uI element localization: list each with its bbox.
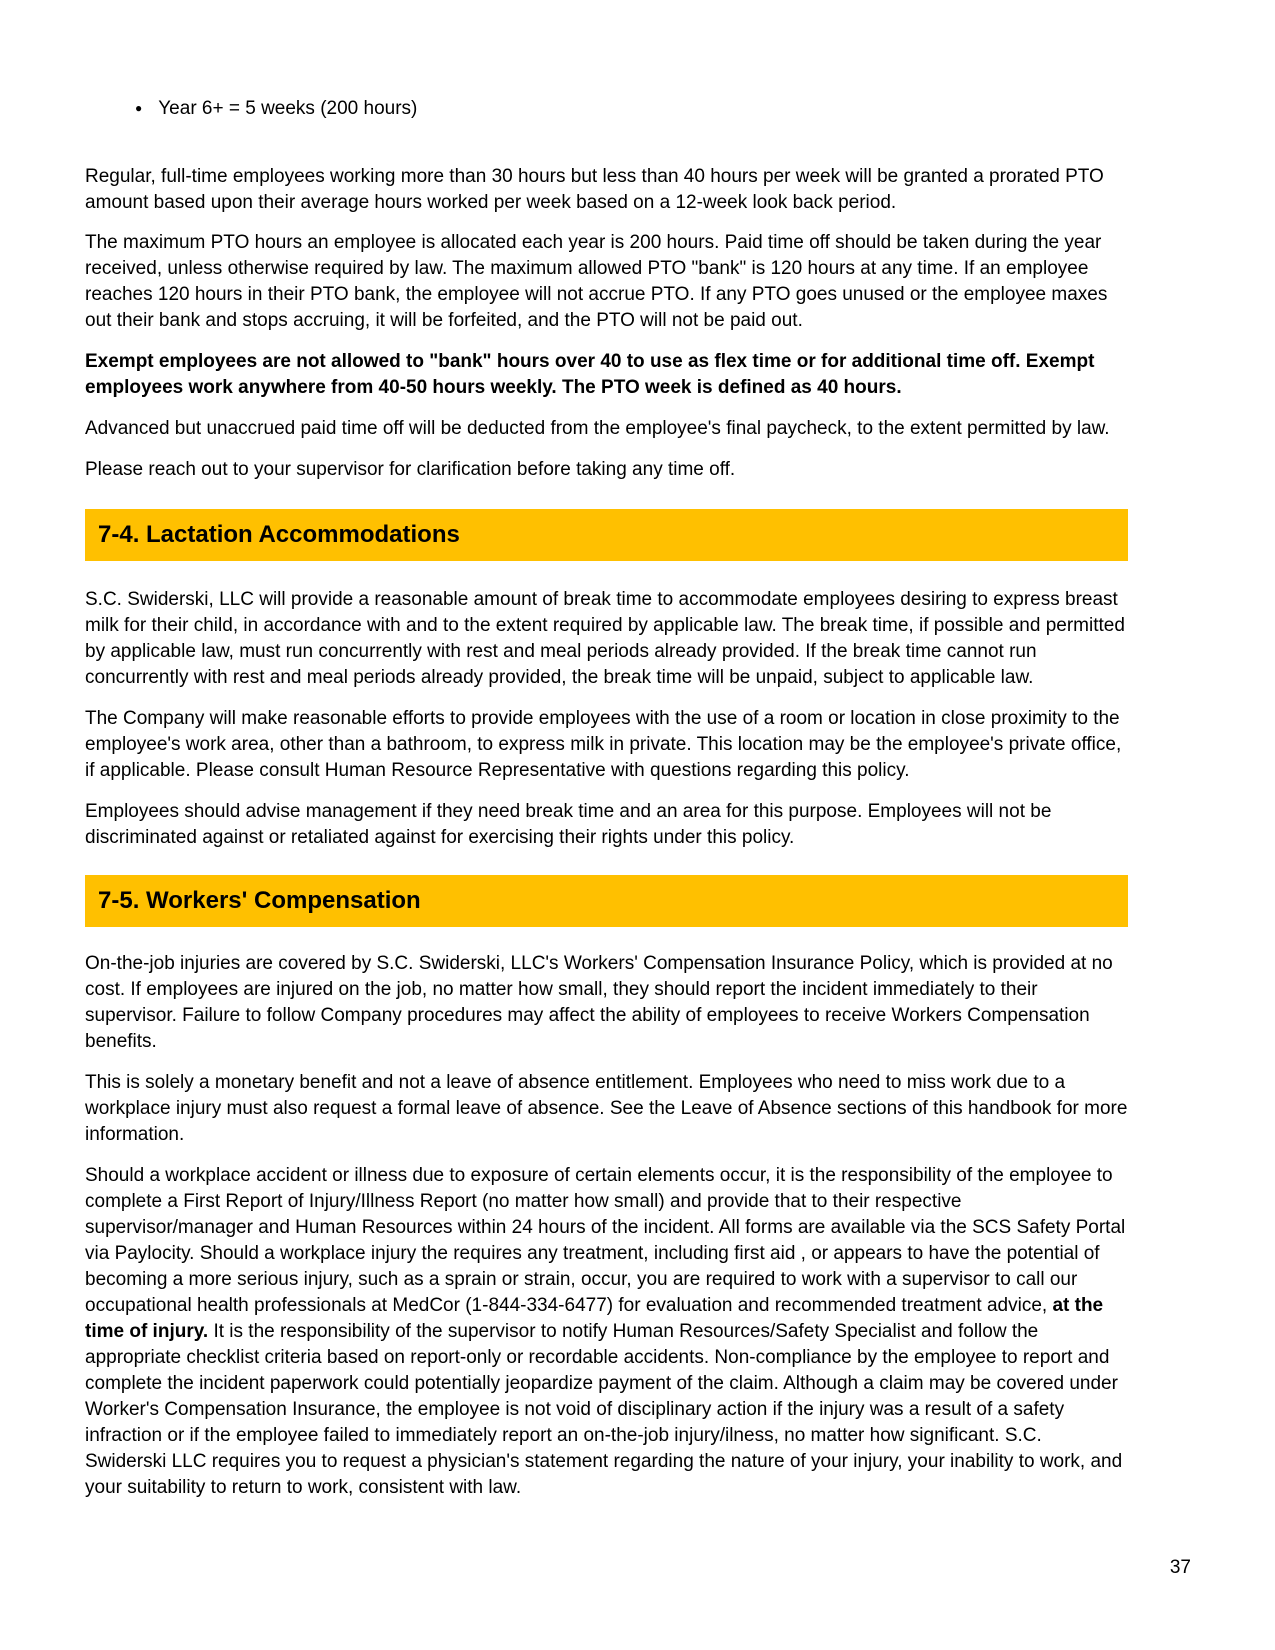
paragraph-max-pto-hours: The maximum PTO hours an employee is allocated each year is 200 hours. Paid time off should be taken during the year received, unless otherwise required by law. The maximum allowed PTO "bank" is 120 hours at any time. If an employee reaches 120 hours in their PTO bank, the employee will not accrue PTO. If any PTO goes unused or the employee maxes out their bank and stops accruing, it will be forfeited, and the PTO will not be paid out. xyxy=(85,232,1108,331)
accident-reporting-text-post: It is the responsibility of the supervisor to notify Human Resources/Safety Specialist and follow the appropriate checklist criteria based on report-only or recordable accidents. Non-compliance by the employee to report and complete the incident paperwork could potentially jeopardize payment of the claim. Although a claim may be covered under Worker's Compensation Insurance, the employee is not void of disciplinary action if the injury was a result of a safety infraction or if the employee failed to immediately report an on-the-job injury/ilness, no matter how significant. S.C. Swiderski LLC requires you to request a physician's statement regarding the nature of your injury, your inability to work, and your suitability to return to work, consistent with law. xyxy=(85,1321,1123,1498)
paragraph-workers-comp-coverage: On-the-job injuries are covered by S.C. Swiderski, LLC's Workers' Compensation Insurance Policy, which is provided at no cost. If employees are injured on the job, no matter how small, they should report the incident immediately to their supervisor. Failure to follow Company procedures may affect the ability of employees to receive Workers Compensation benefits. xyxy=(85,953,1113,1052)
paragraph-lactation-break-time: S.C. Swiderski, LLC will provide a reasonable amount of break time to accommodate employees desiring to express breast milk for their child, in accordance with and to the extent required by applicable law. The break time, if possible and permitted by applicable law, must run concurrently with rest and meal periods already provided. If the break time cannot run concurrently with rest and meal periods already provided, the break time will be unpaid, subject to applicable law. xyxy=(85,589,1125,688)
paragraph-accident-reporting xyxy=(85,1163,1128,1501)
section-header-7-4 xyxy=(85,509,1128,561)
bullet-item-text: Year 6+ = 5 weeks (200 hours) xyxy=(158,98,418,119)
paragraph-lactation-room: The Company will make reasonable efforts to provide employees with the use of a room or location in close proximity to the employee's work area, other than a bathroom, to express milk in private. This location may be the employee's private office, if applicable. Please consult Human Resource Representative with questions regarding this policy. xyxy=(85,708,1122,781)
paragraph-monetary-benefit: This is solely a monetary benefit and not a leave of absence entitlement. Employees who need to miss work due to a workplace injury must also request a formal leave of absence. See the Leave of Absence sections of this handbook for more information. xyxy=(85,1072,1128,1145)
page-number: 37 xyxy=(1169,1557,1191,1578)
paragraph-prorated-pto: Regular, full-time employees working more than 30 hours but less than 40 hours per week will be granted a prorated PTO amount based upon their average hours worked per week based on a 12-week look back period. xyxy=(85,166,1104,213)
bullet-icon: ● xyxy=(135,101,143,115)
paragraph-lactation-advise: Employees should advise management if they need break time and an area for this purpose. Employees will not be discriminated against or retaliated against for exercising their rights under this policy. xyxy=(85,801,1052,848)
section-heading-workers-comp: 7-5. Workers' Compensation xyxy=(98,887,421,914)
paragraph-advanced-pto: Advanced but unaccrued paid time off will be deducted from the employee's final paycheck, to the extent permitted by law. xyxy=(85,418,1110,439)
accident-reporting-text-pre: Should a workplace accident or illness due to exposure of certain elements occur, it is the responsibility of the employee to complete a First Report of Injury/Illness Report (no matter how small) and provide that to their respective supervisor/manager and Human Resources within 24 hours of the incident. All forms are available via the SCS Safety Portal via Paylocity. Should a workplace injury the requires any treatment, including first aid , or appears to have the potential of becoming a more serious injury, such as a sprain or strain, occur, you are required to work with a supervisor to call our occupational health professionals at MedCor (1-844-334-6477) for evaluation and recommended treatment advice, xyxy=(85,1165,1126,1316)
section-header-7-5 xyxy=(85,875,1128,927)
bullet-list-item xyxy=(85,96,1128,123)
section-heading-lactation: 7-4. Lactation Accommodations xyxy=(98,521,460,548)
paragraph-supervisor-clarification: Please reach out to your supervisor for clarification before taking any time off. xyxy=(85,459,736,480)
accident-reporting-text-bold: at the time of injury. xyxy=(85,1295,1104,1342)
paragraph-exempt-employees: Exempt employees are not allowed to "bank" hours over 40 to use as flex time or for additional time off. Exempt employees work anywhere from 40-50 hours weekly. The PTO week is defined as 40 hours. xyxy=(85,351,1095,398)
